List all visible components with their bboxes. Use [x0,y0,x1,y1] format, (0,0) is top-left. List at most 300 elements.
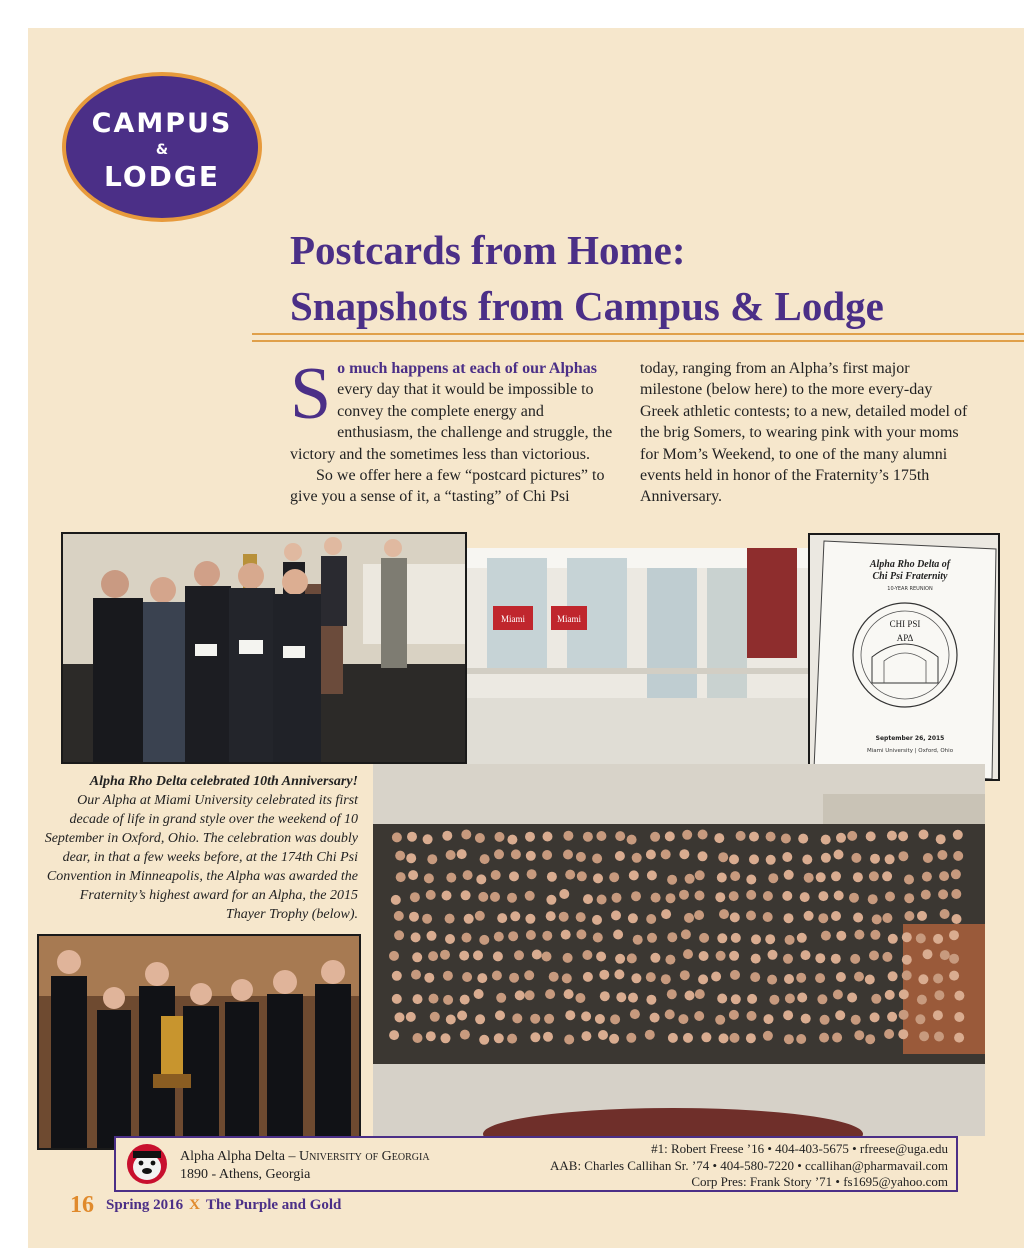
crowd-head [919,1031,929,1041]
crowd-head [492,971,502,981]
crowd-head [626,1033,636,1043]
photo-caption [40,772,358,924]
program-seal-letters: AΡΔ [896,633,914,643]
crowd-head [563,850,573,860]
photo-atrium [467,548,817,790]
crowd-head [596,831,606,841]
crowd-head [719,1033,729,1043]
crowd-head [424,873,434,883]
crowd-head [766,855,776,865]
bulldog-logo-icon [124,1141,170,1187]
crowd-head [915,1014,925,1024]
crowd-head [834,891,844,901]
chi-psi-symbol-icon: Χ [189,1197,200,1213]
crowd-head [796,973,806,983]
crowd-head [628,913,638,923]
crowd-head [600,991,610,1001]
crowd-head [443,971,453,981]
crowd-head [937,850,947,860]
crowd-head [698,830,708,840]
crowd-head [395,851,405,861]
crowd-head [694,910,704,920]
drop-cap: S [290,353,332,435]
crowd-head [477,973,487,983]
crowd-head [882,871,892,881]
crowd-head [646,914,656,924]
crowd-head [543,832,553,842]
caption-title: Alpha Rho Delta celebrated 10th Anniversary! [89,774,358,789]
crowd-head [457,1011,467,1021]
crowd-head [951,869,961,879]
crowd-head [729,951,739,961]
crowd-head [836,931,846,941]
crowd-head [564,989,574,999]
crowd-head [730,912,740,922]
crowd-head [564,1035,574,1045]
crowd-head [616,992,626,1002]
crowd-head [583,894,593,904]
crowd-head [949,971,959,981]
crowd-head [628,993,638,1003]
photo-program [808,533,1000,781]
crowd-head [866,831,876,841]
crowd-head [766,832,776,842]
crowd-head [714,833,724,843]
program-date: September 26, 2015 [875,735,945,742]
crowd-head [480,854,490,864]
crowd-head [749,832,759,842]
crowd-head [730,871,740,881]
photo-atrium-image [467,548,817,790]
crowd-head [479,935,489,945]
crowd-head [441,1033,451,1043]
crowd-head [717,933,727,943]
crowd-head [473,950,483,960]
crowd-head [630,1009,640,1019]
crowd-head [730,1033,740,1043]
photo-group-image [373,764,985,1136]
crowd-head [565,1010,575,1020]
crowd-head [428,951,438,961]
crowd-head [711,972,721,982]
crowd-head [902,932,912,942]
crowd-head [546,895,556,905]
crowd-head [695,891,705,901]
crowd-head [729,1010,739,1020]
crowd-head [899,1010,909,1020]
crowd-head [954,1033,964,1043]
crowd-head [460,995,470,1005]
chapter-dash: – [284,1149,299,1164]
crowd-head [695,989,705,999]
crowd-head [917,911,927,921]
crowd-head [665,1009,675,1019]
crowd-head [525,832,535,842]
crowd-head [509,871,519,881]
article-paragraph-1 [290,353,620,465]
crowd-head [904,911,914,921]
crowd-head [916,933,926,943]
crowd-head [885,892,895,902]
crowd-head [422,914,432,924]
crowd-head [445,934,455,944]
crowd-head [581,1031,591,1041]
crowd-head [389,1030,399,1040]
crowd-head [577,871,587,881]
crowd-head [632,853,642,863]
crowd-head [870,854,880,864]
crowd-head [854,930,864,940]
crowd-head [782,891,792,901]
crowd-head [476,874,486,884]
crowd-head [524,970,534,980]
crowd-head [746,875,756,885]
crowd-head [667,932,677,942]
crowd-head [442,891,452,901]
crowd-head [698,974,708,984]
crowd-head [680,970,690,980]
crowd-head [412,952,422,962]
footer-issue: Spring 2016 [106,1197,184,1213]
crowd-head [511,849,521,859]
crowd-head [627,835,637,845]
crowd-head [496,993,506,1003]
crowd-head [898,831,908,841]
crowd-head [491,870,501,880]
crowd-head [611,910,621,920]
crowd-head [394,930,404,940]
title-line-2: Snapshots from Campus & Lodge [290,283,884,329]
footer-magazine: The Purple and Gold [205,1197,342,1213]
crowd-head [629,870,639,880]
caption-text: Our Alpha at Miami University celebrated its first decade of life in grand style over the weekend of 10 September in Oxford, Ohio. The celebration was doubly dear, in that a few weeks before, at the 174th Chi Psi Convention in Minneapolis, the Alpha was awarded the Fraternity’s highest award for an Alpha, the 2015 Thayer Trophy (below). [44,793,358,922]
crowd-head [768,873,778,883]
crowd-head [647,933,657,943]
crowd-head [490,892,500,902]
photo-trophy-image [39,936,359,1148]
crowd-head [951,889,961,899]
crowd-head [797,993,807,1003]
crowd-head [730,970,740,980]
title-rule-bottom [252,340,1024,342]
crowd-head [952,914,962,924]
crowd-head [936,834,946,844]
crowd-head [746,890,756,900]
page-number: 16 [70,1192,94,1218]
crowd-head [871,994,881,1004]
crowd-head [525,990,535,1000]
crowd-head [593,873,603,883]
crowd-head [430,1012,440,1022]
crowd-head [565,870,575,880]
crowd-head [831,871,841,881]
crowd-head [729,891,739,901]
crowd-head [667,875,677,885]
crowd-head [446,873,456,883]
crowd-head [633,935,643,945]
crowd-head [850,954,860,964]
crowd-head [599,970,609,980]
crowd-head [627,953,637,963]
crowd-head [508,931,518,941]
crowd-head [683,949,693,959]
crowd-head [847,831,857,841]
crowd-head [668,1033,678,1043]
crowd-head [904,893,914,903]
crowd-head [836,833,846,843]
crowd-head [763,1031,773,1041]
crowd-head [736,831,746,841]
crowd-head [475,1014,485,1024]
crowd-head [612,893,622,903]
crowd-head [532,950,542,960]
crowd-head [815,953,825,963]
crowd-head [395,1012,405,1022]
crowd-head [769,995,779,1005]
crowd-head [763,912,773,922]
article-column-1 [290,353,620,508]
crowd-head [406,853,416,863]
crowd-head [782,852,792,862]
crowd-head [802,855,812,865]
crowd-head [869,951,879,961]
crowd-head [887,1012,897,1022]
crowd-head [457,849,467,859]
crowd-head [526,930,536,940]
badge-ampersand: & [155,142,169,158]
crowd-head [598,1030,608,1040]
contact-line: #1: Robert Freese ’16 • 404-403-5675 • rfreese@uga.edu [651,1141,948,1156]
crowd-head [446,850,456,860]
crowd-head [783,1010,793,1020]
crowd-head [460,1030,470,1040]
crowd-head [389,951,399,961]
crowd-head [509,973,519,983]
crowd-head [715,1015,725,1025]
crowd-head [872,914,882,924]
crowd-head [610,1014,620,1024]
crowd-head [475,911,485,921]
crowd-head [922,872,932,882]
crowd-head [701,1032,711,1042]
crowd-head [462,972,472,982]
crowd-head [426,1031,436,1041]
crowd-head [661,909,671,919]
crowd-head [784,870,794,880]
crowd-head [898,851,908,861]
crowd-head [831,954,841,964]
crowd-head [596,952,606,962]
crowd-head [461,830,471,840]
crowd-head [854,1030,864,1040]
banner-left: Miami [501,614,525,624]
crowd-head [695,870,705,880]
crowd-head [804,911,814,921]
crowd-head [765,934,775,944]
crowd-head [884,1029,894,1039]
article-title [290,222,1010,334]
crowd-head [801,1014,811,1024]
crowd-head [661,849,671,859]
crowd-head [904,875,914,885]
crowd-head [853,872,863,882]
chapter-university: University of Georgia [298,1149,430,1164]
banner-right: Miami [557,614,581,624]
crowd-head [764,1014,774,1024]
crowd-head [902,955,912,965]
crowd-head [849,893,859,903]
crowd-head [474,989,484,999]
crowd-head [462,933,472,943]
crowd-head [429,994,439,1004]
crowd-head [817,994,827,1004]
crowd-head [494,849,504,859]
crowd-head [497,913,507,923]
crowd-head [665,831,675,841]
crowd-head [411,932,421,942]
crowd-head [820,1015,830,1025]
crowd-head [593,933,603,943]
crowd-head [542,931,552,941]
crowd-head [440,950,450,960]
crowd-head [681,929,691,939]
crowd-head [747,1011,757,1021]
crowd-head [592,915,602,925]
crowd-head [685,874,695,884]
crowd-head [953,830,963,840]
crowd-head [413,1033,423,1043]
crowd-head [515,990,525,1000]
crowd-head [391,895,401,905]
badge-campus: CAMPUS [91,108,233,139]
crowd-head [392,971,402,981]
program-seal-text: CHI PSI [889,619,921,629]
crowd-head [939,871,949,881]
crowd-head [575,993,585,1003]
crowd-head [729,854,739,864]
crowd-head [715,892,725,902]
crowd-head [949,954,959,964]
crowd-head [797,933,807,943]
program-title-2: Chi Psi Fraternity [872,571,948,582]
crowd-head [888,971,898,981]
crowd-head [917,995,927,1005]
crowd-head [750,972,760,982]
crowd-head [530,1032,540,1042]
crowd-head [595,1014,605,1024]
crowd-head [561,930,571,940]
crowd-head [576,852,586,862]
crowd-head [831,911,841,921]
crowd-head [583,832,593,842]
crowd-head [898,1029,908,1039]
crowd-head [526,851,536,861]
crowd-head [407,832,417,842]
crowd-head [411,970,421,980]
crowd-head [835,1010,845,1020]
crowd-head [683,1033,693,1043]
crowd-head [446,1015,456,1025]
article-para1-text: every day that it would be impossible to convey the complete energy and enthusiasm, the challenge and struggle, the victory and the sometimes less than victorious. [290,381,613,463]
crowd-head [609,1034,619,1044]
crowd-head [542,850,552,860]
crowd-head [679,849,689,859]
crowd-head [413,994,423,1004]
crowd-head [406,1012,416,1022]
crowd-head [717,994,727,1004]
crowd-head [546,911,556,921]
crowd-head [547,872,557,882]
crowd-head [933,934,943,944]
crowd-head [392,832,402,842]
crowd-head [718,852,728,862]
crowd-head [801,950,811,960]
crowd-head [694,1011,704,1021]
crowd-head [882,952,892,962]
chapter-info-box [114,1136,958,1192]
crowd-head [836,972,846,982]
crowd-head [507,893,517,903]
crowd-head [716,951,726,961]
crowd-head [870,930,880,940]
crowd-head [494,932,504,942]
crowd-head [832,1033,842,1043]
crowd-head [933,1010,943,1020]
crowd-head [463,870,473,880]
crowd-head [442,831,452,841]
crowd-head [495,1010,505,1020]
article-column-2 [640,358,970,508]
crowd-head [615,954,625,964]
crowd-head [698,851,708,861]
crowd-head [631,973,641,983]
crowd-head [785,935,795,945]
crowd-head [746,911,756,921]
crowd-head [796,1034,806,1044]
crowd-head [954,991,964,1001]
crowd-head [870,1012,880,1022]
crowd-head [865,1034,875,1044]
crowd-head [510,911,520,921]
article-column-2-text: today, ranging from an Alpha’s first major milestone (below here) to the more every-day Greek athletic contests; to a new, detailed model of the brig Somers, to wearing pink with your moms for Mom’s Weekend, to one of the many alumni events held in honor of the Fraternity’s 175th Anniversary. [640,360,968,506]
crowd-head [527,869,537,879]
photo-group [373,764,985,1136]
crowd-head [804,873,814,883]
crowd-head [751,954,761,964]
crowd-head [409,912,419,922]
crowd-head [783,954,793,964]
crowd-head [427,854,437,864]
program-place: Miami University | Oxford, Ohio [866,748,954,754]
crowd-head [818,913,828,923]
crowd-head [576,929,586,939]
crowd-head [646,995,656,1005]
program-subtitle: 10-YEAR REUNION [887,586,933,592]
crowd-head [525,914,535,924]
crowd-head [650,1013,660,1023]
crowd-head [423,834,433,844]
crowd-head [559,889,569,899]
crowd-head [631,891,641,901]
crowd-head [459,951,469,961]
crowd-head [650,832,660,842]
crowd-head [613,930,623,940]
crowd-head [559,912,569,922]
crowd-head [408,870,418,880]
crowd-head [667,989,677,999]
crowd-head [749,854,759,864]
crowd-head [475,833,485,843]
